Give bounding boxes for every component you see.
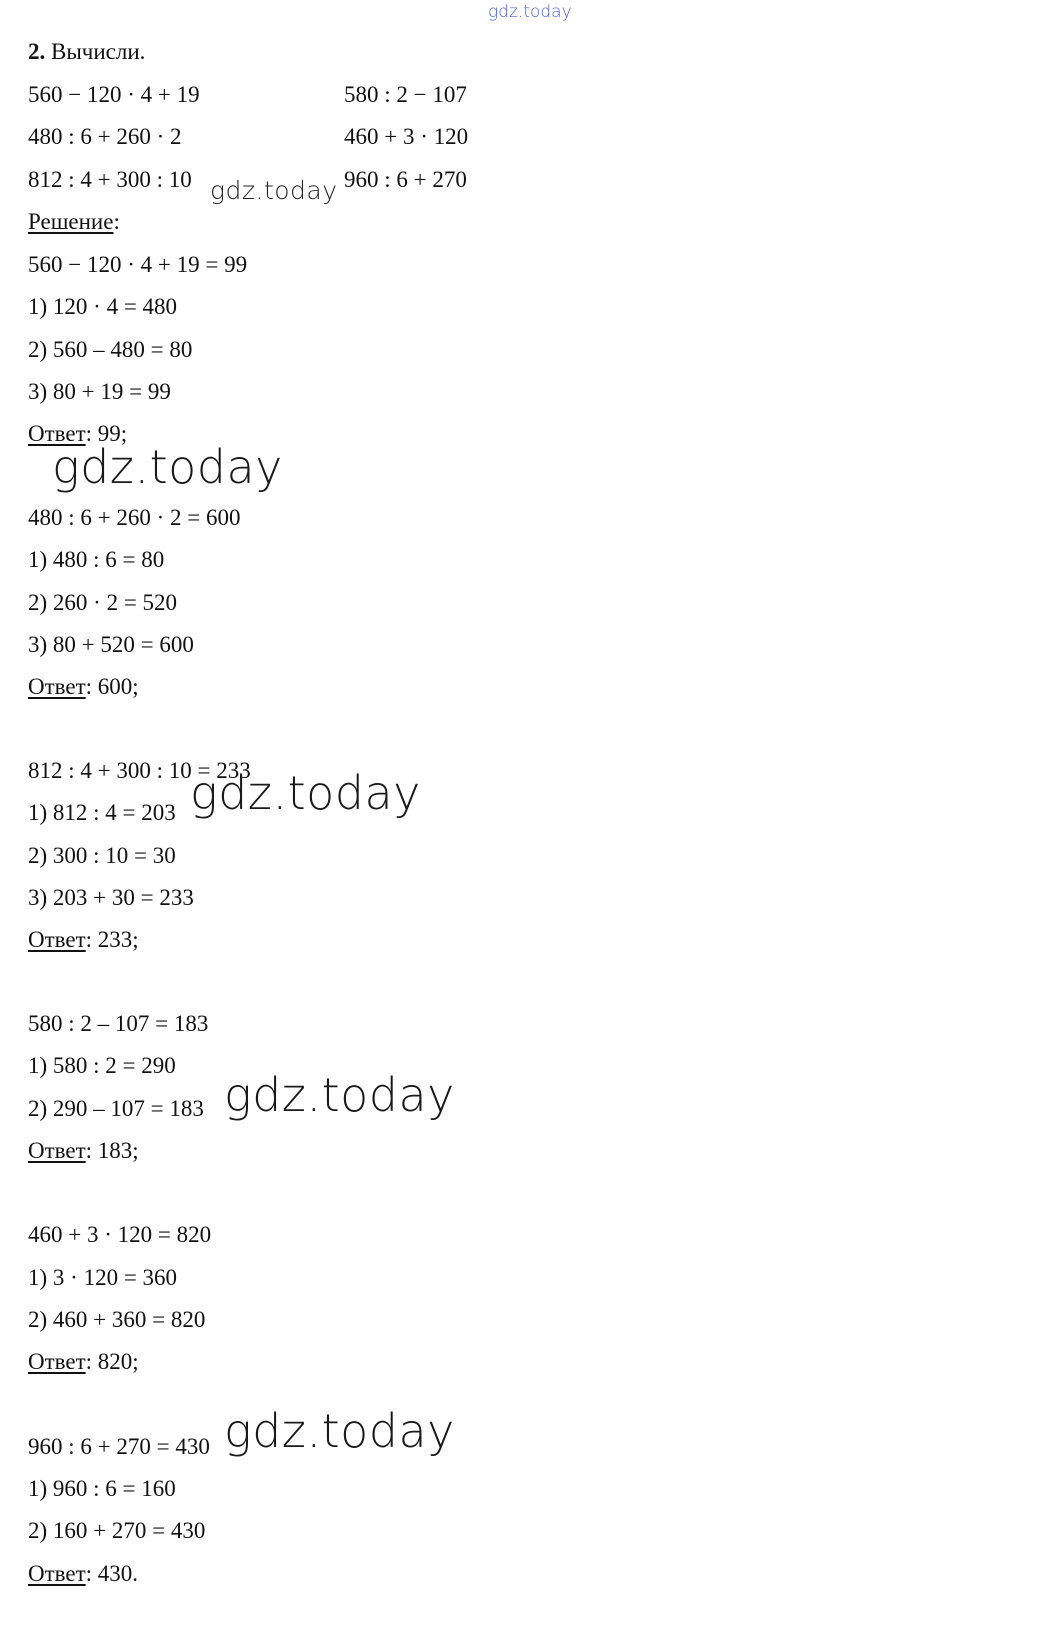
block-4-header: 580 : 2 – 107 = 183 xyxy=(28,1011,209,1036)
block-2-step-2: 2) 260 · 2 = 520 xyxy=(28,590,178,615)
expression-left-3: 812 : 4 + 300 : 10 xyxy=(28,167,192,192)
block-4-step-2: 2) 290 – 107 = 183 xyxy=(28,1096,204,1121)
block-6-header: 960 : 6 + 270 = 430 xyxy=(28,1434,210,1459)
watermark-large-4: gdz.today xyxy=(224,1404,455,1458)
answer-label: Ответ xyxy=(28,927,86,952)
block-1-step-3: 3) 80 + 19 = 99 xyxy=(28,379,171,404)
block-6-step-1: 1) 960 : 6 = 160 xyxy=(28,1476,176,1501)
answer-value: : 600; xyxy=(85,674,139,699)
task-number: 2. xyxy=(28,39,46,64)
answer-value: : 99; xyxy=(85,421,128,446)
answer-value: : 430. xyxy=(85,1561,139,1586)
block-2-step-3: 3) 80 + 520 = 600 xyxy=(28,632,194,657)
block-5-step-1: 1) 3 · 120 = 360 xyxy=(28,1265,178,1290)
answer-label: Ответ xyxy=(28,1349,86,1374)
block-2-step-1: 1) 480 : 6 = 80 xyxy=(28,547,165,572)
block-3-step-2: 2) 300 : 10 = 30 xyxy=(28,843,176,868)
expression-right-3: 960 : 6 + 270 xyxy=(344,167,467,192)
block-3-step-3: 3) 203 + 30 = 233 xyxy=(28,885,194,910)
watermark-top: gdz.today xyxy=(488,2,572,22)
expression-left-1: 560 − 120 · 4 + 19 xyxy=(28,82,200,107)
answer-value: : 233; xyxy=(85,927,139,952)
solution-heading: Решение: xyxy=(28,209,120,234)
watermark-large-3: gdz.today xyxy=(224,1068,455,1122)
block-2-answer xyxy=(28,673,139,701)
block-2-header: 480 : 6 + 260 · 2 = 600 xyxy=(28,505,241,530)
block-1-step-1: 1) 120 · 4 = 480 xyxy=(28,294,178,319)
block-5-answer xyxy=(28,1348,139,1376)
expression-right-2: 460 + 3 · 120 xyxy=(344,124,469,149)
block-6-answer xyxy=(28,1560,138,1588)
block-3-step-1: 1) 812 : 4 = 203 xyxy=(28,800,176,825)
answer-value: : 183; xyxy=(85,1138,139,1163)
answer-label: Ответ xyxy=(28,421,86,446)
expression-right-1: 580 : 2 − 107 xyxy=(344,82,467,107)
answer-value: : 820; xyxy=(85,1349,139,1374)
block-3-header: 812 : 4 + 300 : 10 = 233 xyxy=(28,758,251,783)
watermark-large-2: gdz.today xyxy=(190,766,421,820)
answer-label: Ответ xyxy=(28,1138,86,1163)
task-title xyxy=(28,38,145,66)
block-1-header: 560 − 120 · 4 + 19 = 99 xyxy=(28,252,248,277)
solution-label: Решение xyxy=(28,209,114,234)
block-3-answer xyxy=(28,926,139,954)
answer-label: Ответ xyxy=(28,674,86,699)
watermark-large-1: gdz.today xyxy=(52,440,283,494)
block-5-header: 460 + 3 · 120 = 820 xyxy=(28,1222,212,1247)
block-6-step-2: 2) 160 + 270 = 430 xyxy=(28,1518,206,1543)
task-instruction: Вычисли. xyxy=(51,39,146,64)
block-1-answer xyxy=(28,420,127,448)
block-4-step-1: 1) 580 : 2 = 290 xyxy=(28,1053,176,1078)
block-4-answer xyxy=(28,1137,139,1165)
answer-label: Ответ xyxy=(28,1561,86,1586)
block-5-step-2: 2) 460 + 360 = 820 xyxy=(28,1307,206,1332)
block-1-step-2: 2) 560 – 480 = 80 xyxy=(28,337,193,362)
watermark-inline: gdz.today xyxy=(210,176,338,205)
expression-left-2: 480 : 6 + 260 · 2 xyxy=(28,124,182,149)
